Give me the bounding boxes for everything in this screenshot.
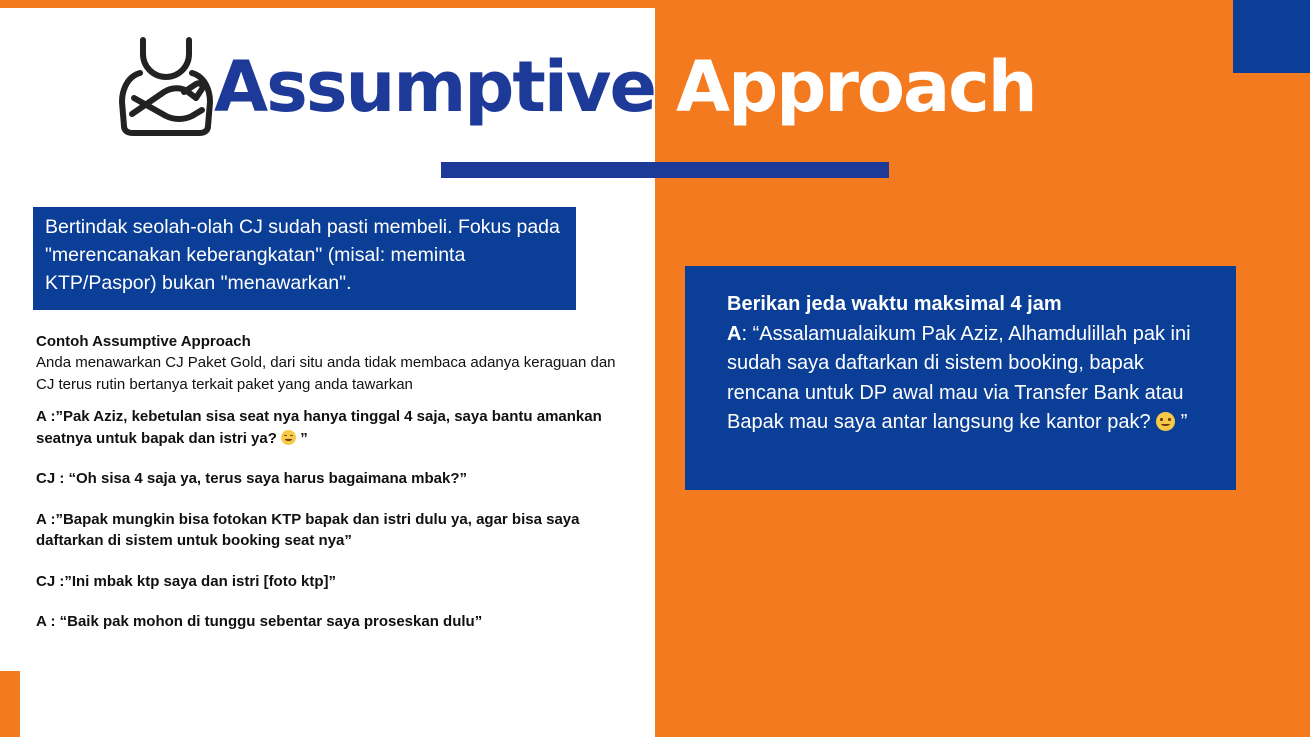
tip-message xyxy=(727,320,1216,438)
title-approach: Approach xyxy=(676,46,1036,128)
tip-speaker: A xyxy=(727,322,742,345)
dialog-line-3: A :”Bapak mungkin bisa fotokan KTP bapak dan istri dulu ya, agar bisa saya daftarkan di sistem untuk booking seat nya” xyxy=(36,510,580,549)
dialog-line-2: CJ : “Oh sisa 4 saja ya, terus saya harus bagaimana mbak?” xyxy=(36,470,468,487)
intro-definition-box xyxy=(33,207,576,310)
dialog-line-1-text: A :”Pak Aziz, kebetulan sisa seat nya hanya tinggal 4 saja, saya bantu amankan seatnya untuk bapak dan istri ya? xyxy=(36,408,602,447)
title-underline-bar xyxy=(441,162,889,178)
dialog-line-1 xyxy=(36,406,616,449)
smiling-face-emoji-icon xyxy=(1156,412,1175,431)
title-assumptive: Assumptive xyxy=(214,46,655,128)
tip-message-box xyxy=(685,266,1236,490)
left-orange-accent xyxy=(0,671,20,737)
tip-heading: Berikan jeda waktu maksimal 4 jam xyxy=(727,293,1062,315)
corner-blue-square xyxy=(1233,0,1310,73)
dialog-line-5: A : “Baik pak mohon di tunggu sebentar saya proseskan dulu” xyxy=(36,613,483,630)
crossed-arms-person-icon xyxy=(116,36,216,136)
intro-text: Bertindak seolah-olah CJ sudah pasti membeli. Fokus pada "merencanakan keberangkatan" (misal: meminta KTP/Paspor) bukan "menawarkan". xyxy=(45,216,560,294)
dialog-line-1-end: ” xyxy=(296,429,308,447)
example-heading: Contoh Assumptive Approach xyxy=(36,333,251,350)
icon-head xyxy=(143,40,189,77)
tip-message-end: ” xyxy=(1175,411,1188,433)
example-section xyxy=(36,332,616,652)
dialog-line-4: CJ :”Ini mbak ktp saya dan istri [foto ktp]” xyxy=(36,572,337,590)
example-description: Anda menawarkan CJ Paket Gold, dari situ anda tidak membaca adanya keraguan dan CJ terus rutin bertanya terkait paket yang anda tawarkan xyxy=(36,354,616,393)
smiling-face-emoji-icon xyxy=(281,430,296,445)
tip-message-text: : “Assalamualaikum Pak Aziz, Alhamdulillah pak ini sudah saya daftarkan di sistem booking, bapak rencana untuk DP awal mau via Transfer Bank atau Bapak mau saya antar langsung ke kantor pak? xyxy=(727,322,1191,433)
